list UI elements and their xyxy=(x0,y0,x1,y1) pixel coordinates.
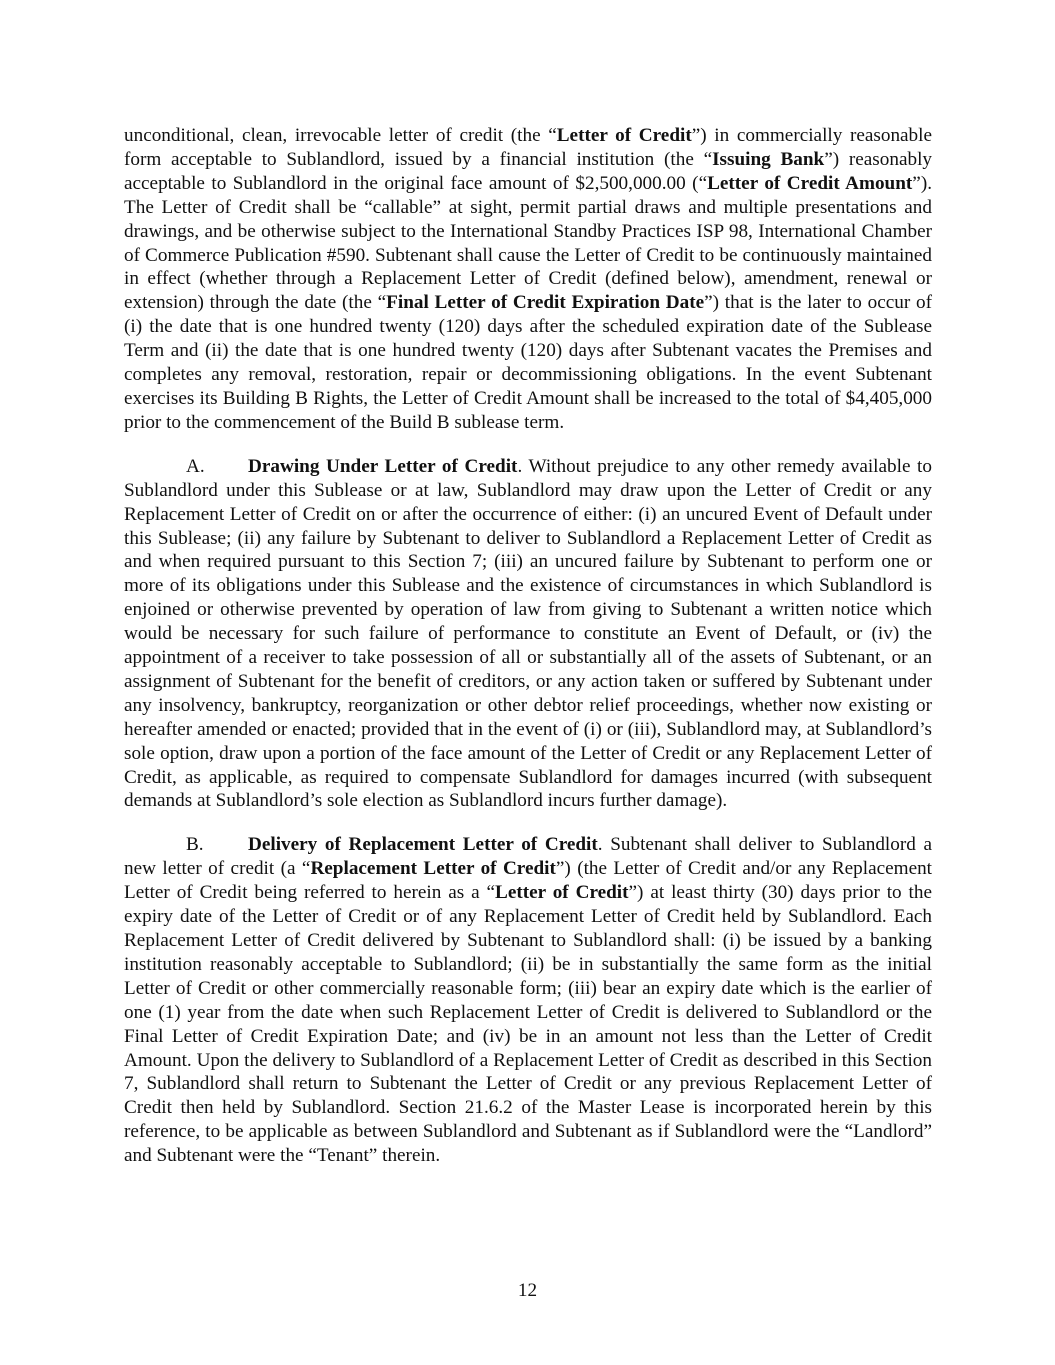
section-a-label: A. xyxy=(186,455,205,477)
intro-paragraph: unconditional, clean, irrevocable letter of credit (the “Letter of Credit”) in commercially reasonable form acceptable to Sublandlord, issued by a financial institution (the “Issuing Bank”) reasonably acceptable to Sublandlord in the original face amount of $2,500,000.00 (“Letter of Credit Amount”). The Letter of Credit shall be “callable” at sight, permit partial draws and multiple presentations and drawings, and be otherwise subject to the International Standby Practices ISP 98, International Chamber of Commerce Publication #590. Subtenant shall cause the Letter of Credit to be continuously maintained in effect (whether through a Replacement Letter of Credit (defined below), amendment, renewal or extension) through the date (the “Final Letter of Credit Expiration Date”) that is the later to occur of (i) the date that is one hundred twenty (120) days after the scheduled expiration date of the Sublease Term and (ii) the date that is one hundred twenty (120) days after Subtenant vacates the Premises and completes any removal, restoration, repair or decommissioning obligations. In the event Subtenant exercises its Building B Rights, the Letter of Credit Amount shall be increased to the total of $4,405,000 prior to the commencement of the Build B sublease term. xyxy=(124,125,932,433)
defined-term: Letter of Credit Amount xyxy=(707,172,913,194)
section-a-body: . Without prejudice to any other remedy available to Sublandlord under this Sublease or at law, Sublandlord may draw upon the Letter of Credit or any Replacement Letter of Credit on or after the occurrence of either: (i) an uncured Event of Default under this Sublease; (ii) any failure by Subtenant to deliver to Sublandlord a Replacement Letter of Credit as and when required pursuant to this Section 7; (iii) an uncured failure by Subtenant to perform one or more of its obligations under this Sublease and the existence of circumstances in which Sublandlord is enjoined or otherwise prevented by operation of law from giving to Subtenant a written notice which would be necessary for such failure of performance to constitute an Event of Default, or (iv) the appointment of a receiver to take possession of all or substantially all of the assets of Subtenant, or an assignment of Subtenant for the benefit of creditors, or any action taken or suffered by Subtenant under any insolvency, bankruptcy, reorganization or other debtor relief proceedings, whether now existing or hereafter amended or enacted; provided that in the event of (i) or (iii), Sublandlord may, at Sublandlord’s sole option, draw upon a portion of the face amount of the Letter of Credit or any Replacement Letter of Credit, as applicable, as required to compensate Sublandlord for damages incurred (with subsequent demands at Sublandlord’s sole election as Sublandlord incurs further damage). xyxy=(124,455,932,812)
section-a-paragraph xyxy=(124,455,932,814)
defined-term: Issuing Bank xyxy=(712,148,825,170)
defined-term: Final Letter of Credit Expiration Date xyxy=(386,292,705,314)
defined-term: Letter of Credit xyxy=(495,882,629,904)
section-b-paragraph: B. Delivery of Replacement Letter of Credit. Subtenant shall deliver to Sublandlord a new letter of credit (a “Replacement Letter of Credit”) (the Letter of Credit and/or any Replacement Letter of Credit being referred to herein as a “Letter of Credit”) at least thirty (30) days prior to the expiry date of the Letter of Credit or of any Replacement Letter of Credit held by Sublandlord. Each Replacement Letter of Credit delivered by Subtenant to Sublandlord shall: (i) be issued by a banking institution reasonably acceptable to Sublandlord; (ii) be in substantially the same form as the initial Letter of Credit or other commercially reasonable form; (iii) bear an expiry date which is the earlier of one (1) year from the date when such Replacement Letter of Credit is delivered to Sublandlord or the Final Letter of Credit Expiration Date; and (iv) be in an amount not less than the Letter of Credit Amount. Upon the delivery to Sublandlord of a Replacement Letter of Credit as described in this Section 7, Sublandlord shall return to Subtenant the Letter of Credit or any previous Replacement Letter of Credit then held by Sublandlord. Section 21.6.2 of the Master Lease is incorporated herein by this reference, to be applicable as between Sublandlord and Subtenant as if Sublandlord were the “Landlord” and Subtenant were the “Tenant” therein. xyxy=(124,834,933,1167)
page-number: 12 xyxy=(517,1280,538,1301)
defined-term: Replacement Letter of Credit xyxy=(310,858,556,880)
section-a-heading: Drawing Under Letter of Credit xyxy=(248,455,518,477)
section-b-label: B. xyxy=(186,834,204,856)
defined-term: Letter of Credit xyxy=(556,125,692,146)
section-b-heading: Delivery of Replacement Letter of Credit xyxy=(248,834,598,856)
document-page xyxy=(124,124,932,1168)
